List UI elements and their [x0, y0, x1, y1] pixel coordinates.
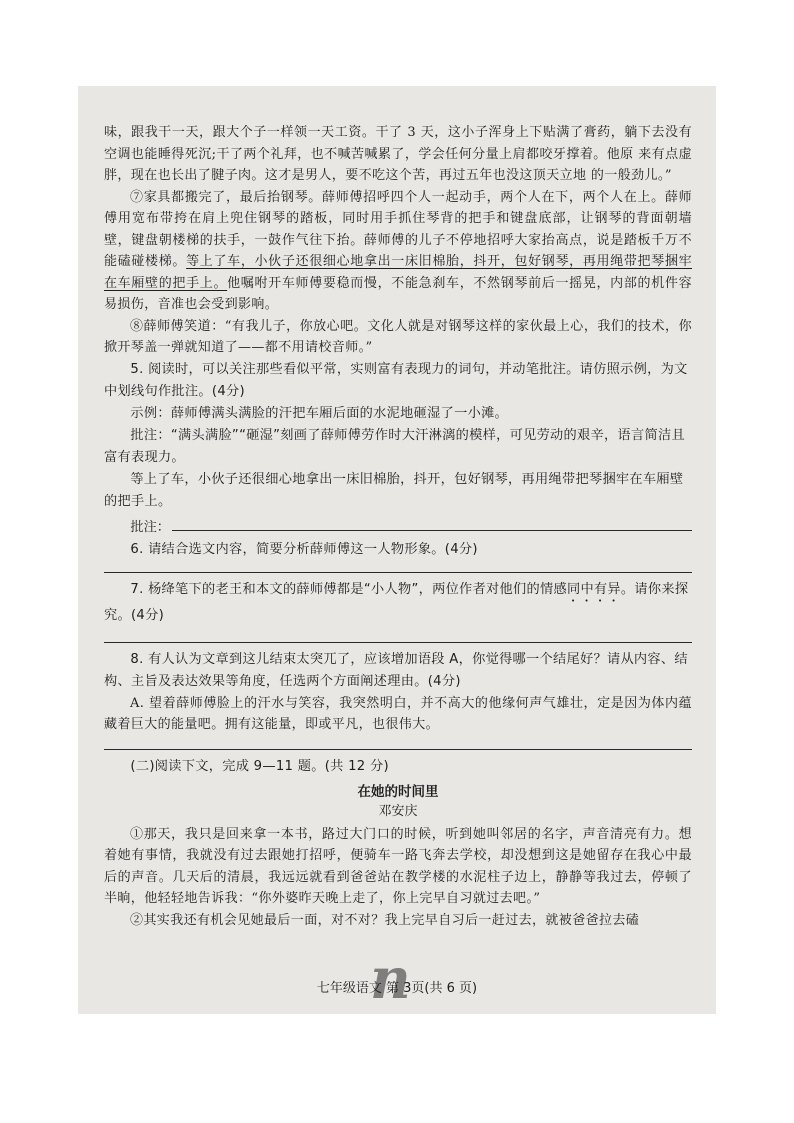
question-5: 5. 阅读时，可以关注那些看似平常，实则富有表现力的词句，并动笔批注。请仿照示例，为文中划线句作批注。(4分): [104, 361, 688, 399]
passage-paragraph-continued: 味，跟我干一天，跟大个子一样领一天工资。干了 3 天，这小子浑身上下贴满了膏药，躺下去没有空调也能睡得死沉;干了两个礼拜，也不喊苦喊累了，学会任何分量上肩都咬牙撑着。他原 来有点虚胖，现在也长出了腱子肉。这才是男人，要不吃这个苦，再过五年也没这顶天立地 的一般劲儿。”: [104, 125, 692, 183]
question-8-answer-line[interactable]: [104, 748, 692, 750]
article-paragraph-1: ①那天，我只是回来拿一本书，路过大门口的时候，听到她叫邻居的名字，声音清亮有力。想着她有事情，我就没有过去跟她打招呼，便骑车一路飞奔去学校，却没想到这是她留存在我心中最后的声音。几天后的清晨，我远远就看到爸爸站在教学楼的水泥柱子边上，静静等我过去，停顿了半晌，他轻轻地告诉我：“你外婆昨天晚上走了，你上完早自习就过去吧。”: [104, 826, 692, 906]
article-paragraph-2: ②其实我还有机会见她最后一面，对不对？我上完早自习后一赶过去，就被爸爸拉去磕: [130, 912, 640, 928]
question-5-sentence: 等上了车，小伙子还很细心地拿出一床旧棉胎，抖开，包好钢琴，再用绳带把琴捆牢在车厢壁的把手上。: [104, 471, 684, 509]
question-6-answer-line[interactable]: [104, 571, 692, 573]
paragraph-7-text-a: ⑦家具都搬完了，最后抬钢琴。薛师傅招呼四个人一起动手，两个人在下，两个人在上。薛师傅用宽布带挎在肩上兜住钢琴的踏板，同时用手抓住琴背的把手和键盘底部，让钢琴的背面朝墙壁，键盘朝楼梯的扶手，一鼓作气往下抬。薛师傅的儿子不停地招呼大家抬高点，说是踏板千万不能磕碰楼梯。: [104, 189, 692, 269]
question-5-example-note: 批注：“满头满脸”“砸湿”刻画了薛师傅劳作时大汗淋漓的模样，可见劳动的艰辛，语言简洁且富有表现力。: [104, 427, 685, 465]
article-title: 在她的时间里: [357, 783, 439, 800]
page-footer: 七年级语文 第 3页(共 6 页): [316, 981, 478, 996]
underlined-sentence: 等上了车，小伙子还很细心地拿出一床旧棉胎，抖开，包好钢琴，再用绳带把琴捆牢在车厢壁的把手上。: [104, 254, 692, 291]
passage-paragraph-7: [104, 187, 692, 316]
exam-page: [78, 86, 716, 1014]
question-6: 6. 请结合选文内容，简要分析薛师傅这一人物形象。(4分): [130, 541, 478, 557]
question-7-answer-line[interactable]: [104, 641, 692, 643]
paragraph-7-text-c: 他嘱咐开车师傅要稳而慢，不能急刹车，不然钢琴前后一摇晃，内部的机件容易损伤，音准也会受到影响。: [104, 275, 692, 312]
passage-paragraph-8: ⑧薛师傅笑道：“有我儿子，你放心吧。文化人就是对钢琴这样的家伙最上心，我们的技术，你掀开琴盖一弹就知道了——都不用请校音师。”: [104, 318, 692, 355]
watermark-letter: n: [370, 946, 411, 1012]
question-5-example: 示例：薛师傅满头满脸的汗把车厢后面的水泥地砸湿了一小滩。: [130, 405, 509, 421]
answer-rule: [172, 530, 692, 531]
question-7: [104, 579, 692, 627]
question-8: 8. 有人认为文章到这儿结束太突兀了，应该增加语段 A，你觉得哪一个结尾好？请从内容、结构、主旨及表达效果等角度，任选两个方面阐述理由。(4分): [104, 651, 688, 689]
question-7-text-a: 7. 杨绛笔下的老王和本文的薛师傅都是“小人物”，两位作者对他们的情感: [130, 581, 567, 597]
question-5-answer-label: 批注：: [130, 519, 170, 535]
question-5-answer-line[interactable]: [104, 513, 692, 535]
question-8-option-a: A. 望着薛师傅脸上的汗水与笑容，我突然明白，并不高大的他缘何声气雄壮，定是因为体内蕴藏着巨大的能量吧。拥有这能量，即或平凡，也很伟大。: [104, 695, 692, 732]
question-7-emphasis: 同中有异: [566, 581, 621, 597]
question-7-text-b: 。请你来探究。(4分): [104, 581, 689, 623]
section-2-heading: (二)阅读下文，完成 9—11 题。(共 12 分): [130, 758, 389, 774]
article-author: 邓安庆: [378, 803, 418, 819]
